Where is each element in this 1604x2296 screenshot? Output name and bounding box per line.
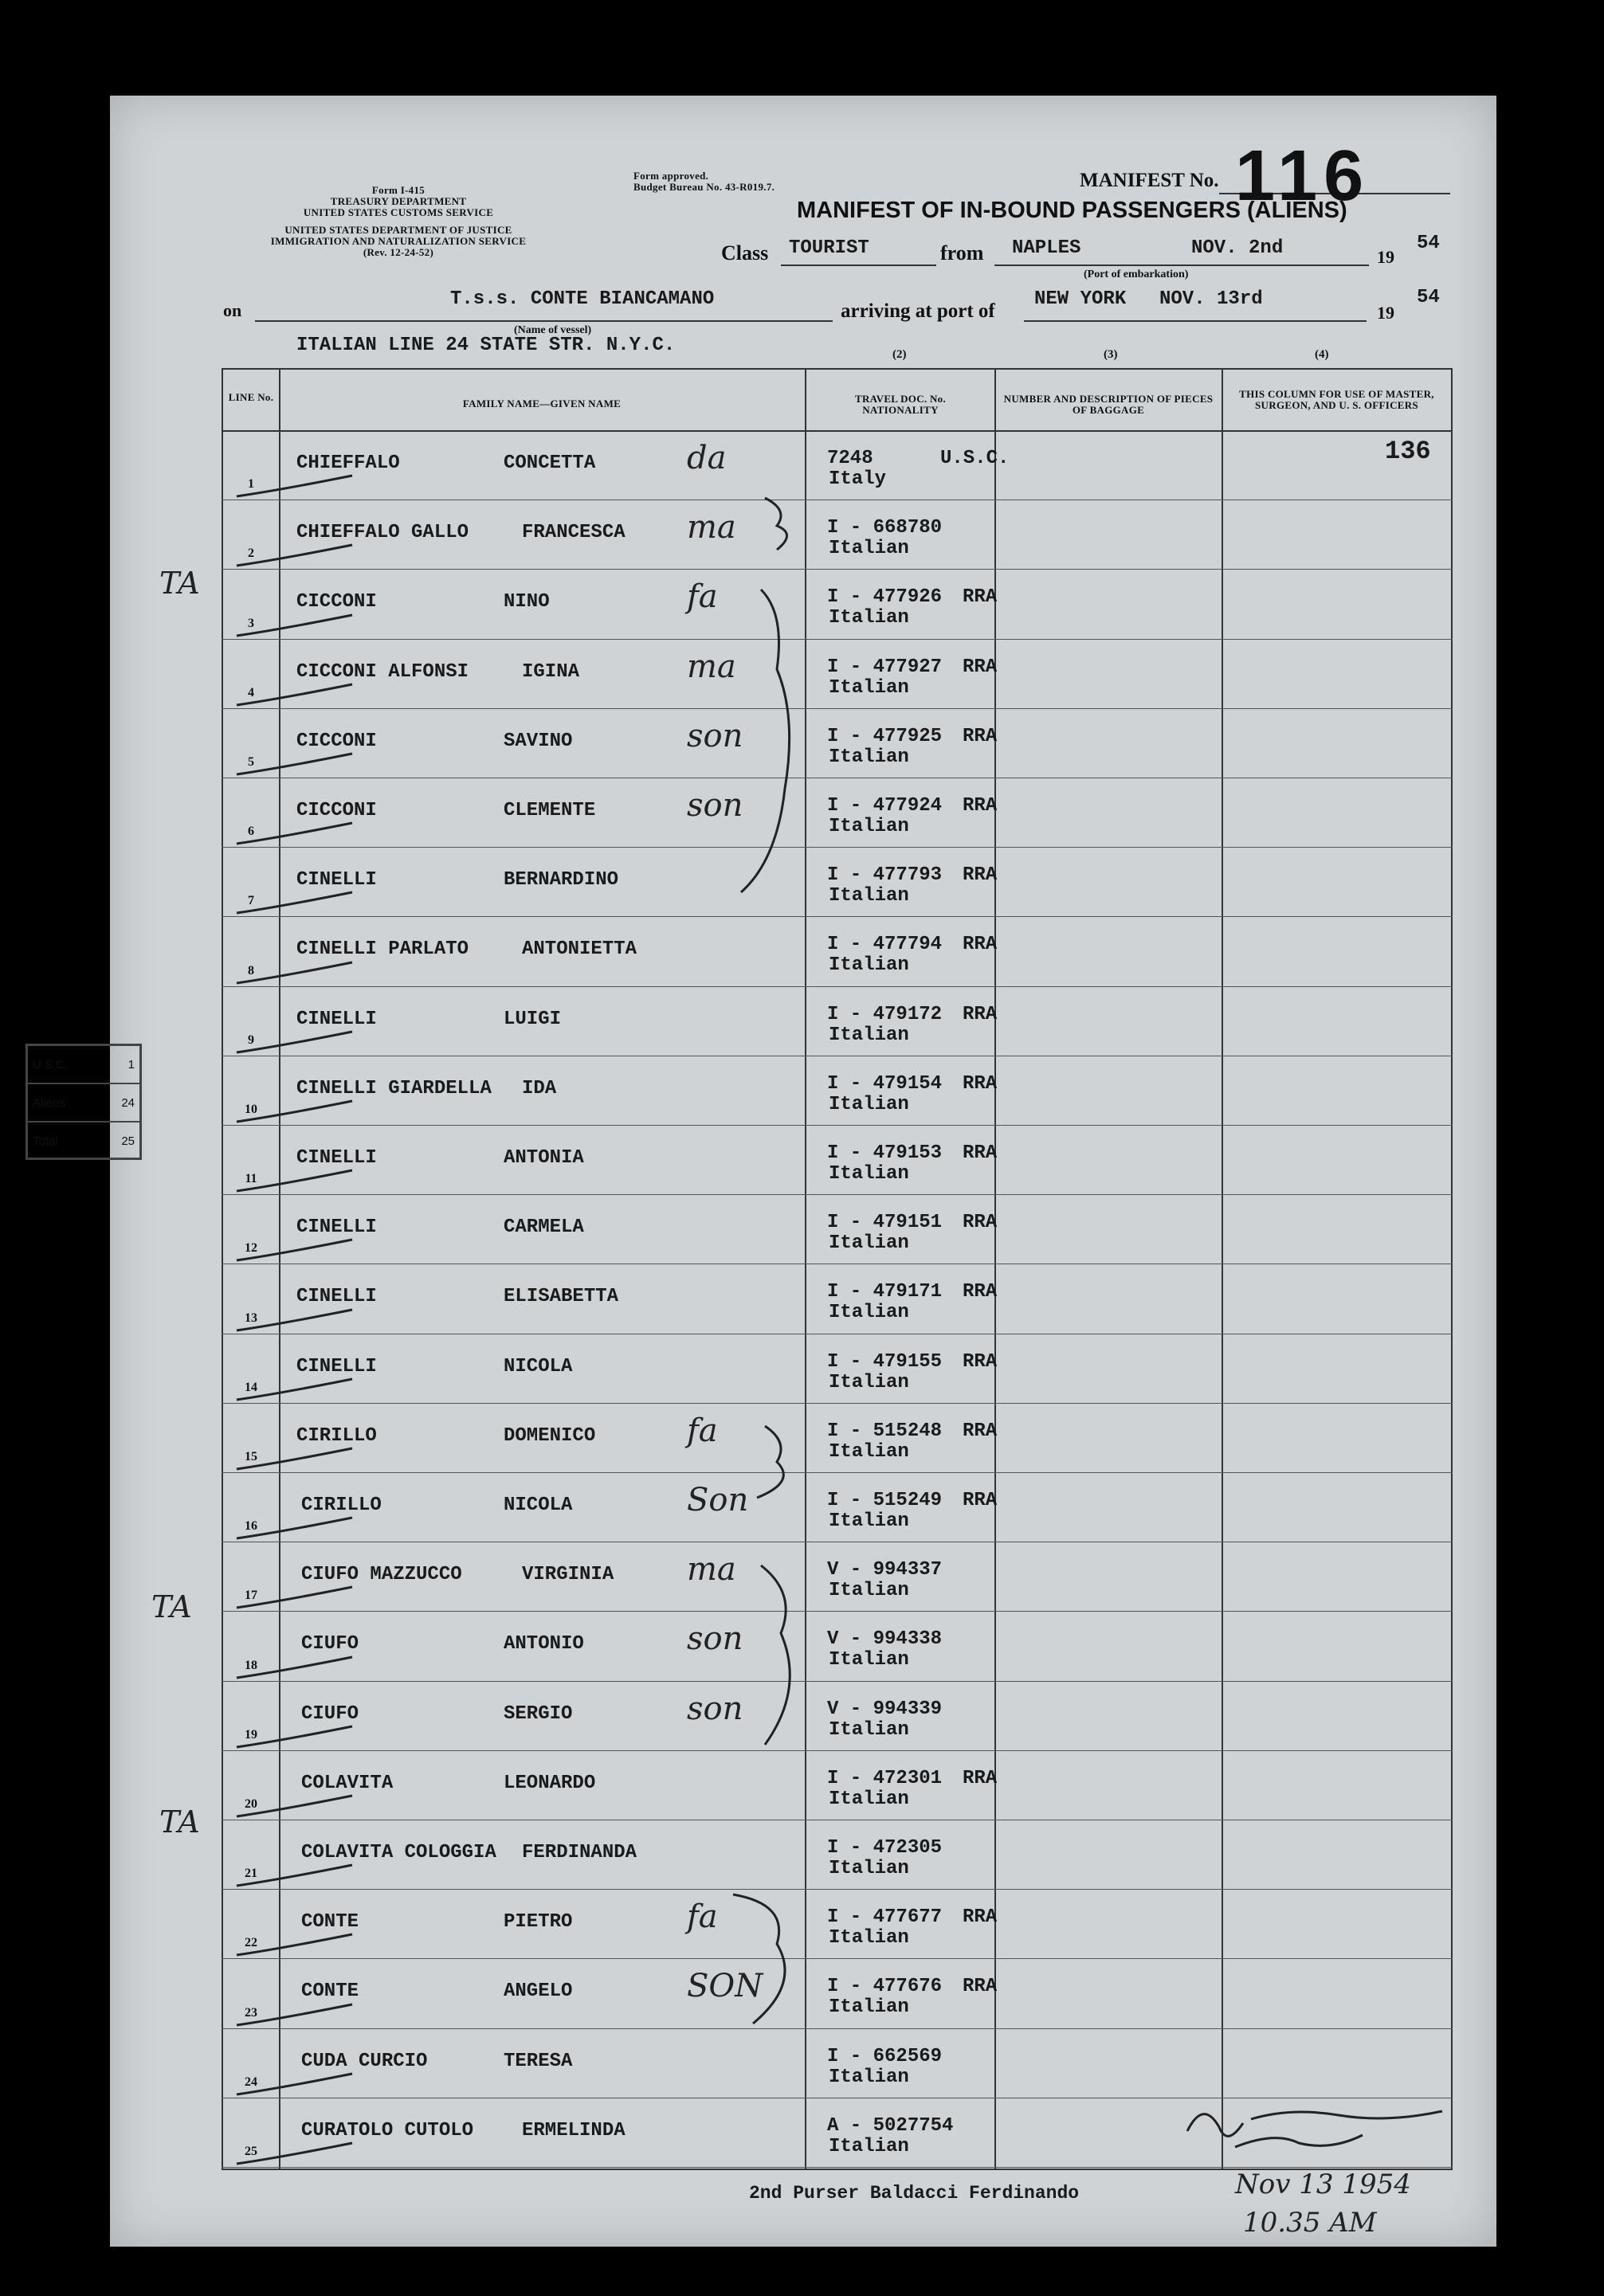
passenger-given-name: ANGELO (504, 1981, 573, 2003)
travel-doc-number: I - 479154 (827, 1072, 943, 1095)
year-2: 54 (1417, 287, 1440, 308)
travel-doc-number: V - 994337 (827, 1559, 943, 1581)
treasury-department: TREASURY DEPARTMENT (330, 195, 467, 207)
passenger-family-name: CINELLI (296, 869, 377, 891)
stamp-usc-value: 1 (127, 1057, 135, 1072)
passenger-given-name: FERDINANDA (522, 1842, 637, 1863)
passenger-given-name: DOMENICO (504, 1424, 596, 1447)
class-value: TOURIST (789, 237, 869, 259)
arrival-date: NOV. 13rd (1159, 288, 1263, 310)
travel-doc-extra: RRA (963, 586, 998, 609)
row-line-number: 23 (245, 2005, 257, 2020)
header-baggage: NUMBER AND DESCRIPTION OF PIECES OF BAGGAGE (1003, 393, 1214, 416)
check-mark (233, 681, 360, 713)
check-mark (233, 542, 360, 574)
travel-doc-extra: RRA (963, 795, 998, 817)
travel-doc-number: V - 994338 (827, 1628, 943, 1651)
passenger-family-name: CONTE (301, 1981, 359, 2003)
nationality: Italian (829, 1649, 909, 1671)
row-line-number: 24 (245, 2075, 257, 2089)
nationality: Italian (829, 2135, 909, 2157)
row-divider (222, 1194, 1453, 1195)
row-line-number: 15 (245, 1450, 257, 1463)
row-line-number: 14 (245, 1380, 257, 1394)
stamp-total-row (28, 1123, 139, 1159)
travel-doc-extra: RRA (963, 725, 998, 747)
check-mark (233, 1236, 360, 1268)
passenger-given-name: BERNARDINO (504, 869, 619, 891)
travel-doc-number: V - 994339 (827, 1698, 943, 1720)
passenger-given-name: TERESA (504, 2050, 573, 2072)
vessel-label: (Name of vessel) (514, 324, 592, 336)
nationality: Italian (829, 1788, 909, 1810)
passenger-given-name: LEONARDO (504, 1772, 596, 1794)
row-divider (222, 1472, 1453, 1473)
table-top-border (222, 368, 1453, 370)
nationality: Italian (829, 1858, 909, 1879)
table-header-bottom (222, 430, 1453, 432)
stamp-aliens-label: Aliens (33, 1095, 65, 1110)
travel-doc-number: I - 472305 (827, 1837, 943, 1859)
form-number: Form I-415 (371, 184, 426, 196)
check-mark (233, 2140, 360, 2172)
passenger-family-name: CIUFO (301, 1633, 359, 1655)
row-divider (222, 1750, 1453, 1751)
signature-date: Nov 13 1954 (1235, 2169, 1411, 2200)
row-line-number: 16 (245, 1519, 257, 1534)
travel-doc-extra: RRA (963, 1350, 998, 1373)
form-approved-text: Form approved. (633, 170, 709, 182)
row-line-number: 21 (245, 1867, 257, 1881)
row-line-number: 20 (245, 1797, 257, 1811)
on-label: on (223, 300, 242, 320)
travel-doc-number: I - 477927 (827, 656, 943, 678)
row-divider (222, 1611, 1453, 1612)
passenger-family-name: CINELLI (296, 1355, 377, 1377)
passenger-family-name: CIUFO (301, 1702, 359, 1725)
from-value: NAPLES (1012, 237, 1081, 259)
margin-note-ta: TA (159, 1804, 200, 1840)
budget-bureau: Budget Bureau No. 43-R019.7. (633, 181, 775, 193)
customs-service: UNITED STATES CUSTOMS SERVICE (303, 206, 494, 218)
row-divider (222, 1889, 1453, 1890)
passenger-given-name: PIETRO (504, 1911, 573, 1934)
passenger-given-name: CONCETTA (504, 453, 596, 474)
nationality: Italian (829, 1302, 909, 1324)
stamp-usc-label: U.S.C. (33, 1057, 69, 1072)
signature-scribble (1179, 2091, 1482, 2155)
relationship-note: son (687, 1690, 743, 1727)
passenger-given-name: FRANCESCA (522, 522, 626, 544)
row-line-number: 9 (248, 1032, 254, 1047)
row-line-number: 19 (245, 1727, 257, 1742)
check-mark (233, 612, 360, 644)
travel-doc-number: I - 479155 (827, 1350, 943, 1373)
relationship-note: son (687, 1620, 743, 1658)
travel-doc-extra: RRA (963, 1976, 998, 1998)
class-label: Class (721, 241, 769, 264)
travel-doc-extra: RRA (963, 1906, 998, 1929)
relationship-note: son (687, 787, 743, 824)
arriving-label: arriving at port of (841, 300, 995, 322)
relationship-note: SON (687, 1968, 763, 2005)
nationality: Italian (829, 816, 909, 837)
nationality: Italian (829, 1371, 909, 1393)
nationality: Italian (829, 607, 909, 629)
col3-number: (3) (1104, 348, 1118, 361)
passenger-family-name: COLAVITA (301, 1772, 394, 1794)
travel-doc-number: I - 479172 (827, 1003, 943, 1025)
row-divider (222, 1681, 1453, 1682)
travel-doc-number: I - 472301 (827, 1767, 943, 1789)
travel-doc-extra: RRA (963, 1142, 998, 1164)
row-divider (222, 708, 1453, 709)
relationship-note: fa (687, 578, 718, 616)
justice-department: UNITED STATES DEPARTMENT OF JUSTICE (284, 224, 512, 236)
travel-doc-extra: RRA (963, 864, 998, 887)
check-mark (233, 2001, 360, 2033)
margin-note-ta: TA (151, 1589, 192, 1624)
passenger-given-name: IDA (522, 1077, 557, 1099)
nationality: Italian (829, 1718, 909, 1741)
check-mark (233, 1793, 360, 1824)
check-mark (233, 1723, 360, 1755)
check-mark (233, 2071, 360, 2102)
check-mark (233, 820, 360, 852)
passenger-given-name: IGINA (522, 660, 580, 683)
nationality: Italian (829, 1510, 909, 1532)
passenger-given-name: SAVINO (504, 730, 573, 752)
inspector-signature (1179, 2091, 1482, 2155)
row-line-number: 17 (245, 1589, 257, 1603)
passenger-family-name: CIUFO MAZZUCCO (301, 1564, 462, 1586)
row-line-number: 10 (245, 1103, 257, 1116)
passenger-family-name: CINELLI (296, 1217, 377, 1239)
header-officers: THIS COLUMN FOR USE OF MASTER, SURGEON, AND U. S. OFFICERS (1239, 388, 1434, 411)
check-mark (233, 472, 360, 504)
row-line-number: 25 (245, 2145, 257, 2158)
travel-doc-extra: RRA (963, 1072, 998, 1095)
passenger-family-name: CUDA CURCIO (301, 2050, 428, 2072)
nationality: Italian (829, 954, 909, 977)
embark-date: NOV. 2nd (1191, 237, 1284, 259)
check-mark (233, 889, 360, 921)
col4-number: (4) (1315, 348, 1329, 361)
row-line-number: 13 (245, 1311, 257, 1325)
passenger-given-name: ANTONIO (504, 1633, 584, 1655)
stamp-aliens-row (28, 1084, 139, 1123)
from-label: from (940, 241, 984, 264)
row-divider (222, 639, 1453, 640)
row-divider (222, 1403, 1453, 1404)
passenger-given-name: NINO (504, 591, 550, 613)
row-line-number: 22 (245, 1936, 257, 1950)
check-mark (233, 1584, 360, 1616)
stamp-usc-row (28, 1046, 139, 1084)
travel-doc-extra: RRA (963, 1767, 998, 1789)
row-divider (222, 847, 1453, 848)
nationality: Italian (829, 1440, 909, 1463)
row-line-number: 11 (245, 1172, 257, 1186)
row-line-number: 6 (248, 825, 254, 839)
travel-doc-extra: RRA (963, 656, 998, 678)
check-mark (233, 1514, 360, 1546)
nationality: Italy (829, 468, 887, 490)
travel-doc-extra: RRA (963, 1420, 998, 1442)
header-line-no: LINE No. (228, 391, 274, 403)
justice-header (223, 225, 574, 258)
travel-doc-number: I - 515248 (827, 1420, 943, 1442)
travel-doc-number: I - 477676 (827, 1976, 943, 1998)
travel-doc-number: I - 477677 (827, 1906, 943, 1929)
relationship-note: da (687, 440, 727, 476)
from-underline (994, 264, 1369, 266)
passenger-family-name: CICCONI (296, 591, 377, 613)
relationship-note: ma (687, 648, 736, 685)
travel-doc-number: I - 668780 (827, 517, 943, 539)
passenger-family-name: CIRILLO (296, 1424, 377, 1447)
passenger-family-name: CHIEFFALO GALLO (296, 522, 469, 544)
relationship-note: fa (687, 1898, 718, 1936)
passenger-family-name: CURATOLO CUTOLO (301, 2119, 474, 2141)
header-name: FAMILY NAME—GIVEN NAME (462, 398, 622, 409)
passenger-given-name: ANTONIETTA (522, 938, 637, 961)
passenger-given-name: VIRGINIA (522, 1564, 614, 1586)
nationality: Italian (829, 746, 909, 768)
travel-doc-number: I - 479151 (827, 1212, 943, 1234)
passenger-family-name: COLAVITA COLOGGIA (301, 1842, 496, 1863)
travel-doc-number: A - 5027754 (827, 2114, 954, 2137)
row-divider (222, 2028, 1453, 2029)
row-divider (222, 2167, 1453, 2168)
passenger-given-name: ERMELINDA (522, 2119, 626, 2141)
vessel-underline (255, 320, 833, 322)
form-approved (633, 170, 775, 193)
row-divider (222, 569, 1453, 570)
manifest-title: MANIFEST OF IN-BOUND PASSENGERS (ALIENS) (797, 198, 1347, 223)
relationship-note: ma (687, 1551, 736, 1589)
passenger-family-name: CINELLI GIARDELLA (296, 1077, 492, 1099)
relationship-note: fa (687, 1412, 718, 1449)
margin-note-ta: TA (159, 566, 200, 601)
purser-name: 2nd Purser Baldacci Ferdinando (749, 2183, 1080, 2204)
passenger-family-name: CINELLI PARLATO (296, 938, 469, 961)
travel-doc-extra: RRA (963, 1490, 998, 1511)
travel-doc-extra: RRA (963, 1003, 998, 1025)
row-divider (222, 916, 1453, 917)
revision-date: (Rev. 12-24-52) (363, 246, 434, 258)
passenger-given-name: ELISABETTA (504, 1286, 619, 1308)
stamp-total-value: 25 (121, 1134, 135, 1148)
manifest-label: MANIFEST No. (1080, 170, 1219, 191)
passenger-family-name: CINELLI (296, 1147, 377, 1169)
stamp-aliens-value: 24 (121, 1095, 135, 1110)
nationality: Italian (829, 1093, 909, 1115)
nationality: Italian (829, 1232, 909, 1255)
passenger-family-name: CICCONI (296, 730, 377, 752)
travel-doc-number: I - 515249 (827, 1490, 943, 1511)
count-stamp (25, 1044, 142, 1160)
passenger-given-name: ANTONIA (504, 1147, 584, 1169)
nationality: Italian (829, 1927, 909, 1949)
travel-doc-extra: RRA (963, 1281, 998, 1303)
header-travel-doc: TRAVEL DOC. No. NATIONALITY (854, 393, 947, 416)
relationship-note: Son (687, 1482, 749, 1518)
passenger-family-name: CINELLI (296, 1286, 377, 1308)
travel-doc-number: I - 477926 (827, 586, 943, 609)
check-mark (233, 1654, 360, 1686)
passenger-family-name: CONTE (301, 1911, 359, 1934)
check-mark (233, 1167, 360, 1199)
travel-doc-number: I - 479153 (827, 1142, 943, 1164)
travel-doc-number: I - 477793 (827, 864, 943, 887)
passenger-given-name: NICOLA (504, 1495, 573, 1516)
col2-number: (2) (892, 348, 907, 361)
relationship-note: son (687, 717, 743, 754)
check-mark (233, 1445, 360, 1477)
row-divider (222, 1125, 1453, 1126)
arriving-underline (1024, 320, 1367, 322)
immigration-service: IMMIGRATION AND NATURALIZATION SERVICE (270, 235, 527, 247)
passenger-given-name: CLEMENTE (504, 800, 596, 821)
year-prefix-1: 19 (1377, 247, 1394, 267)
arrival-port: NEW YORK (1034, 288, 1127, 310)
vessel-name: T.s.s. CONTE BIANCAMANO (450, 288, 715, 310)
check-mark (233, 1862, 360, 1894)
year-1: 54 (1417, 233, 1440, 254)
row-line-number: 18 (245, 1658, 257, 1672)
port-embark-label: (Port of embarkation) (1084, 268, 1189, 280)
signature-time: 10.35 AM (1243, 2207, 1377, 2239)
travel-doc-number: I - 477925 (827, 725, 943, 747)
travel-doc-extra: RRA (963, 934, 998, 956)
row-line-number: 1 (248, 477, 254, 492)
passenger-family-name: CICCONI (296, 800, 377, 821)
travel-doc-number: I - 662569 (827, 2045, 943, 2067)
row-line-number: 4 (248, 685, 254, 699)
nationality: Italian (829, 676, 909, 699)
check-mark (233, 1028, 360, 1060)
nationality: Italian (829, 1163, 909, 1185)
passenger-family-name: CICCONI ALFONSI (296, 660, 469, 683)
row-line-number: 5 (248, 755, 254, 769)
row-line-number: 3 (248, 616, 254, 630)
row-line-number: 2 (248, 547, 254, 561)
travel-doc-number: I - 479171 (827, 1281, 943, 1303)
nationality: Italian (829, 885, 909, 907)
travel-doc-number: 7248 (827, 448, 873, 469)
check-mark (233, 1098, 360, 1130)
passenger-given-name: CARMELA (504, 1217, 584, 1239)
travel-doc-number: I - 477924 (827, 795, 943, 817)
relationship-note: ma (687, 509, 736, 547)
travel-doc-extra: RRA (963, 1212, 998, 1234)
check-mark (233, 1931, 360, 1963)
check-mark (233, 1376, 360, 1408)
nationality: Italian (829, 1996, 909, 2019)
nationality: Italian (829, 1024, 909, 1046)
passenger-given-name: SERGIO (504, 1702, 573, 1725)
passenger-family-name: CIRILLO (301, 1495, 382, 1516)
nationality: Italian (829, 2066, 909, 2088)
passenger-given-name: NICOLA (504, 1355, 573, 1377)
nationality: Italian (829, 1580, 909, 1602)
line-company: ITALIAN LINE 24 STATE STR. N.Y.C. (296, 335, 676, 356)
passenger-family-name: CHIEFFALO (296, 453, 400, 474)
travel-doc-extra: U.S.C. (940, 448, 1010, 469)
check-mark (233, 959, 360, 991)
row-line-number: 8 (248, 963, 254, 978)
officers-count: 136 (1385, 437, 1431, 466)
form-header-left (223, 185, 574, 218)
check-mark (233, 750, 360, 782)
row-line-number: 7 (248, 894, 254, 908)
row-divider (222, 986, 1453, 987)
check-mark (233, 1307, 360, 1338)
stamp-total-label: Total (33, 1134, 58, 1148)
row-divider (222, 1958, 1453, 1959)
passenger-given-name: LUIGI (504, 1008, 562, 1030)
manifest-number: 116 (1235, 136, 1371, 216)
nationality: Italian (829, 538, 909, 560)
travel-doc-number: I - 477794 (827, 934, 943, 956)
class-underline (781, 264, 936, 266)
passenger-family-name: CINELLI (296, 1008, 377, 1030)
row-line-number: 12 (245, 1241, 257, 1256)
year-prefix-2: 19 (1377, 303, 1394, 323)
